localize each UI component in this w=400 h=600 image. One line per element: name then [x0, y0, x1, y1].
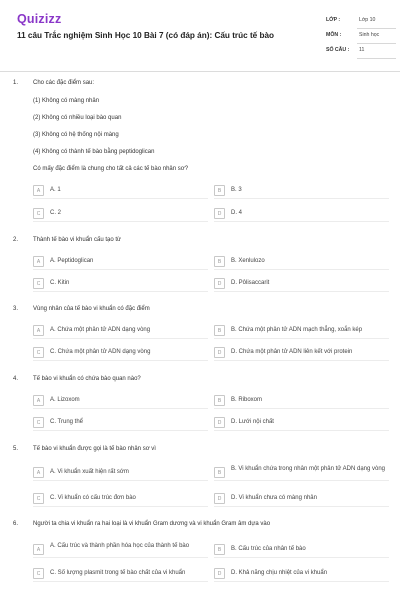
option-text: D. Chứa một phân tử ADN liên kết với protein [231, 349, 353, 355]
question-text: Cho các đặc điểm sau: [33, 80, 95, 86]
question-number: 5. [13, 446, 19, 452]
option-letter-box: D [214, 278, 225, 289]
option-letter-box: A [33, 185, 44, 196]
option-letter-box: A [33, 467, 44, 478]
statement: Có mấy đặc điểm là chung cho tất cả các tế bào nhân sơ? [33, 166, 189, 172]
option-text: A. Lizoxom [50, 397, 80, 403]
question-number: 3. [13, 306, 19, 312]
question-number: 2. [13, 237, 19, 243]
meta-grade [326, 15, 396, 26]
option-text: D. Vi khuẩn chưa có màng nhân [231, 495, 317, 501]
option-text: C. Chứa một phân tử ADN dạng vòng [50, 349, 151, 355]
meta-grade-label: LỚP : [326, 17, 341, 23]
option-letter-box: B [214, 325, 225, 336]
option-text: D. Khả năng chịu nhiệt của vi khuẩn [231, 570, 328, 576]
option-letter-box: C [33, 208, 44, 219]
option-text: C. Trung thể [50, 419, 84, 425]
option-letter-box: C [33, 417, 44, 428]
option-text: A. 1 [50, 187, 61, 193]
option-letter-box: B [214, 467, 225, 478]
option-text: C. Số lượng plasmit trong tế bào chất của vi khuẩn [50, 570, 186, 576]
option-text: D. Pôlisaccarit [231, 280, 270, 286]
option-letter-box: B [214, 395, 225, 406]
option-letter-box: C [33, 493, 44, 504]
option-text: B. Chứa một phân tử ADN mạch thẳng, xoắn kép [231, 327, 363, 333]
meta-count [326, 45, 396, 56]
question-number: 1. [13, 80, 19, 86]
meta-grade-value: Lớp 10 [359, 17, 376, 23]
option-letter-box: A [33, 325, 44, 336]
statement: (2) Không có nhiều loại bào quan [33, 115, 122, 121]
option-text: A. Vi khuẩn xuất hiện rất sớm [50, 469, 129, 475]
option-letter-box: C [33, 347, 44, 358]
meta-count-value: 11 [359, 47, 365, 53]
question-text: Tế bào vi khuẩn được gọi là tế bào nhân sơ vì [33, 446, 156, 452]
question-number: 4. [13, 376, 19, 382]
question-number: 6. [13, 521, 19, 527]
option-letter-box: B [214, 544, 225, 555]
option-letter-box: D [214, 347, 225, 358]
option-letter-box: D [214, 417, 225, 428]
meta-subject-value: Sinh học [359, 32, 380, 38]
option-text: C. Vi khuẩn có cấu trúc đơn bào [50, 495, 136, 501]
question-text: Thành tế bào vi khuẩn cấu tạo từ [33, 237, 122, 243]
option-text: A. Peptidoglican [50, 258, 94, 264]
option-text: B. Riboxom [231, 397, 263, 403]
option-letter-box: D [214, 493, 225, 504]
statement: (4) Không có thành tế bào bằng peptidoglican [33, 149, 155, 155]
option-letter-box: A [33, 544, 44, 555]
meta-count-label: SỐ CÂU : [326, 47, 350, 53]
option-letter-box: A [33, 256, 44, 267]
option-text: B. Xenlulozo [231, 258, 265, 264]
option-text: B. Cấu trúc của nhân tế bào [231, 546, 306, 552]
option-letter-box: B [214, 185, 225, 196]
option-letter-box: D [214, 568, 225, 579]
option-text: C. Kitin [50, 280, 70, 286]
meta-subject-label: MÔN : [326, 32, 342, 38]
statement: (1) Không có màng nhân [33, 98, 100, 104]
option-text: D. 4 [231, 210, 243, 216]
meta-subject [326, 30, 396, 41]
question-text: Vùng nhân của tế bào vi khuẩn có đặc điểm [33, 306, 150, 312]
worksheet-title: 11 câu Trắc nghiệm Sinh Học 10 Bài 7 (có đáp án): Cấu trúc tế bào [17, 31, 275, 40]
option-text: A. Chứa một phân tử ADN dạng vòng [50, 327, 151, 333]
question-text: Người ta chia vi khuẩn ra hai loại là vi khuẩn Gram dương và vi khuẩn Gram âm dựa vào [33, 521, 271, 527]
option-letter-box: C [33, 278, 44, 289]
option-letter-box: C [33, 568, 44, 579]
option-text: B. 3 [231, 187, 242, 193]
option-text: B. Vi khuẩn chứa trong nhân một phân tử ADN dạng vòng [231, 466, 386, 472]
question-text: Tế bào vi khuẩn có chứa bào quan nào? [33, 376, 141, 382]
option-text: D. Lưới nội chất [231, 419, 274, 425]
quizizz-logo: Quizizz [17, 12, 62, 26]
option-text: C. 2 [50, 210, 62, 216]
option-letter-box: A [33, 395, 44, 406]
option-letter-box: D [214, 208, 225, 219]
option-text: A. Cấu trúc và thành phần hóa học của thành tế bào [50, 543, 190, 549]
statement: (3) Không có hệ thống nội màng [33, 132, 119, 138]
worksheet-header [0, 0, 400, 72]
option-letter-box: B [214, 256, 225, 267]
